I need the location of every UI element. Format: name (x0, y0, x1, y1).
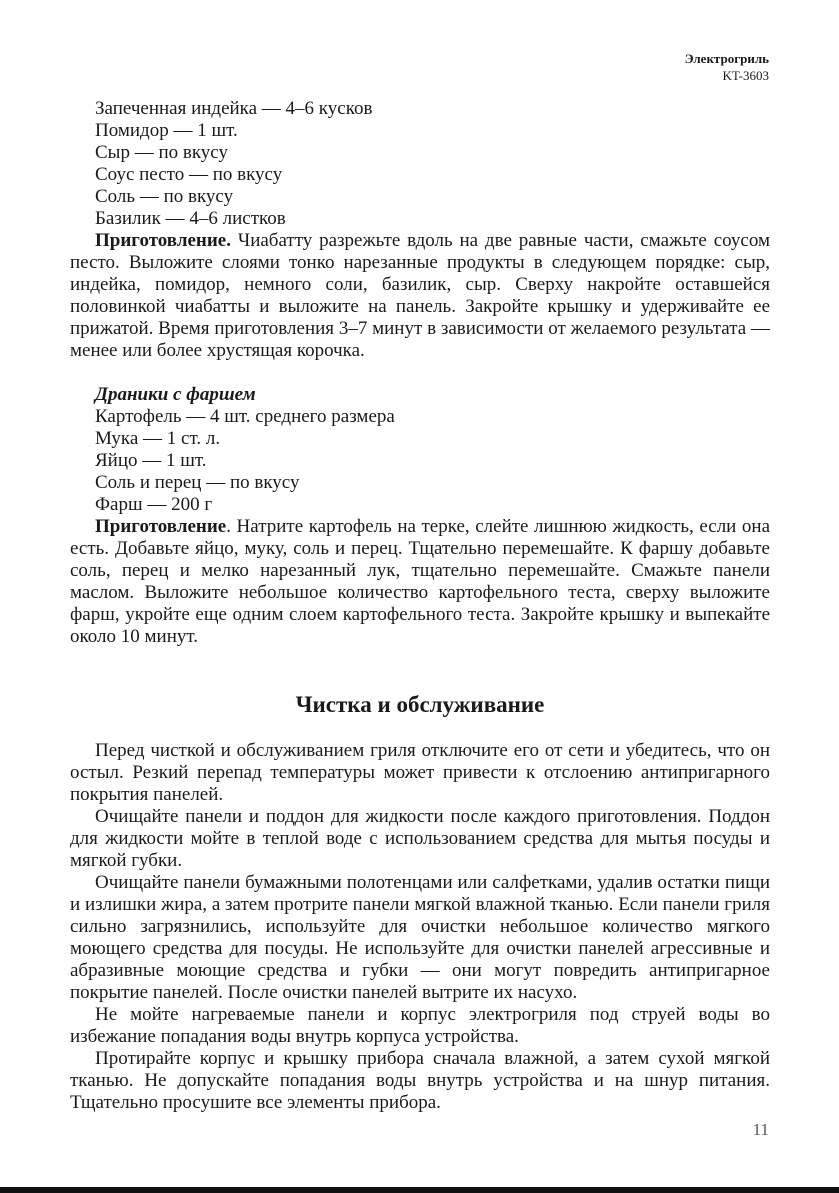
section-paragraph: Очищайте панели и поддон для жидкости после каждого приготовления. Поддон для жидкости мойте в теплой воде с использованием средства для мытья посуды и мягкой губки. (70, 806, 770, 871)
recipe-1 (70, 98, 770, 362)
preparation-label: Приготовление (95, 516, 227, 537)
section-paragraph: Очищайте панели бумажными полотенцами или салфетками, удалив остатки пищи и излишки жира, а затем протрите панели мягкой влажной тканью. Если панели гриля сильно загрязнились, используйте для очистки небольшое количество мягкого моющего средства для посуды. Не используйте для очистки панелей агрессивные и абразивные моющие средства и губки — они могут повредить антипригарное покрытие панелей. После очистки панелей вытрите их насухо. (70, 872, 770, 1003)
header-model: KT-3603 (722, 68, 769, 83)
section-paragraph: Перед чисткой и обслуживанием гриля отключите его от сети и убедитесь, что он остыл. Резкий перепад температуры может привести к отслоению антипригарного покрытия панелей. (70, 740, 770, 805)
ingredient-line: Запеченная индейка — 4–6 кусков (95, 98, 373, 119)
recipe-title: Драники с фаршем (95, 384, 256, 405)
ingredient-line: Соль — по вкусу (95, 186, 234, 207)
ingredient-line: Соус песто — по вкусу (95, 164, 283, 185)
bottom-edge (0, 1187, 839, 1193)
recipe-2 (70, 384, 770, 648)
preparation-text: Чиабатту разрежьте вдоль на две равные части, смажьте соусом песто. Выложите слоями тонко нарезанные продукты в следующем порядке: сыр, индейка, помидор, немного соли, базилик, сыр. Сверху накройте оставшейся половинкой чиабатты и выложите на панель. Закройте крышку и удерживайте ее прижатой. Время приготовления 3–7 минут в зависимости от желаемого результата — менее или более хрустящая корочка. (70, 230, 771, 361)
preparation-paragraph (70, 516, 770, 648)
ingredient-line: Помидор — 1 шт. (95, 120, 238, 141)
section-paragraph: Протирайте корпус и крышку прибора сначала влажной, а затем сухой мягкой тканью. Не допускайте попадания воды внутрь устройства и на шнур питания. Тщательно просушите все элементы прибора. (70, 1048, 770, 1113)
preparation-label: Приготовление. (95, 230, 231, 251)
ingredient-line: Сыр — по вкусу (95, 142, 228, 163)
section-title: Чистка и обслуживание (295, 692, 545, 717)
ingredient-line: Картофель — 4 шт. среднего размера (95, 406, 395, 427)
section-paragraph: Не мойте нагреваемые панели и корпус электрогриля под струей воды во избежание попадания воды внутрь корпуса устройства. (70, 1004, 770, 1047)
page-header (685, 50, 769, 84)
header-title: Электрогриль (684, 51, 769, 66)
page-number: 11 (752, 1120, 769, 1139)
ingredient-line: Базилик — 4–6 листков (95, 208, 286, 229)
ingredient-line: Яйцо — 1 шт. (95, 450, 207, 471)
preparation-text: . Натрите картофель на терке, слейте лишнюю жидкость, если она есть. Добавьте яйцо, муку, соль и перец. Тщательно перемешайте. К фаршу добавьте соль, перец и мелко нарезанный лук, тщательно перемешайте. Смажьте панели маслом. Выложите небольшое количество картофельного теста, сверху выложите фарш, укройте еще одним слоем картофельного теста. Закройте крышку и выпекайте около 10 минут. (70, 516, 770, 647)
ingredient-line: Соль и перец — по вкусу (95, 472, 300, 493)
ingredient-line: Мука — 1 ст. л. (95, 428, 221, 449)
preparation-paragraph (70, 230, 770, 362)
page-content (70, 98, 770, 1114)
ingredient-line: Фарш — 200 г (95, 494, 213, 515)
